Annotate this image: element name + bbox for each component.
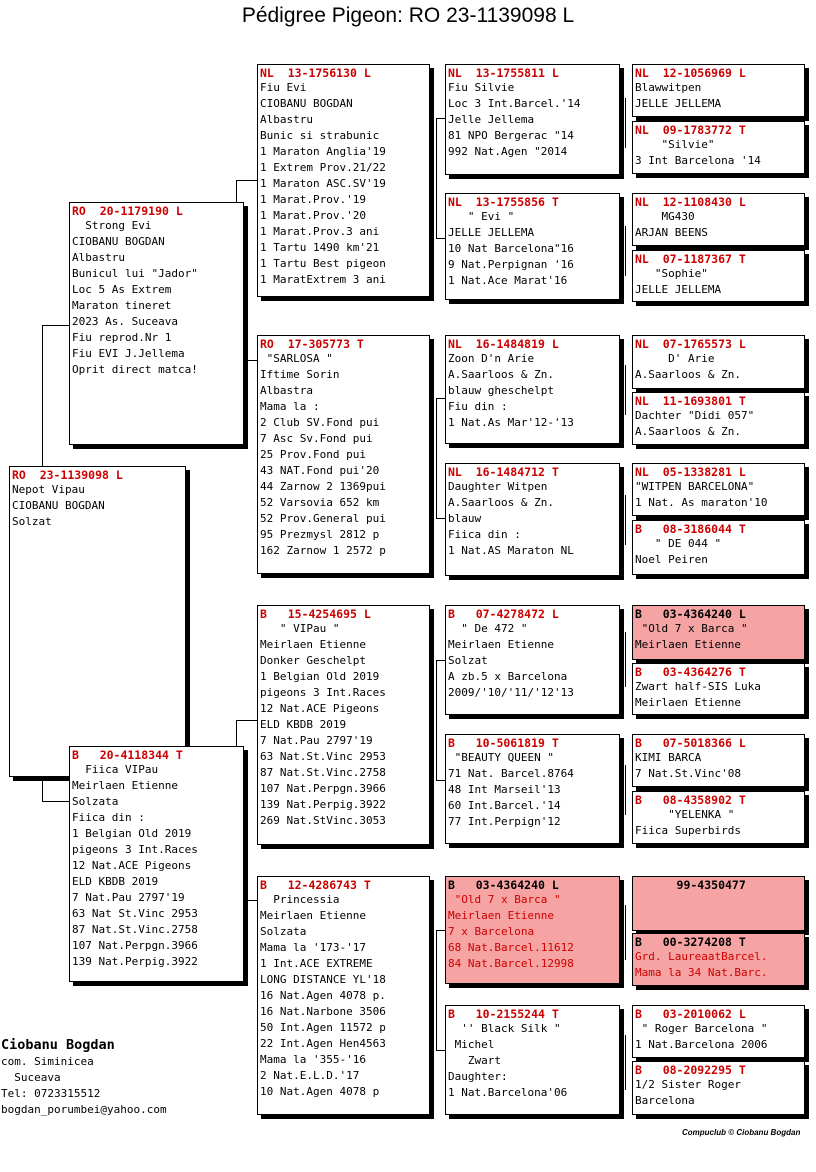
g5-card-14[interactable] — [632, 933, 805, 986]
g5-card-15[interactable] — [632, 1005, 805, 1058]
card-line: 1 Nat. As maraton'10 — [635, 496, 768, 509]
card-line: ELD KBDB 2019 — [260, 718, 347, 731]
dss-card[interactable] — [445, 605, 620, 715]
owner-address: com. Siminicea — [1, 1055, 94, 1068]
card-line: Michel — [448, 1038, 495, 1051]
card-line: Princessia — [260, 893, 340, 906]
card-line: Meirlaen Etienne — [72, 779, 178, 792]
owner-email[interactable]: bogdan_porumbei@yahoo.com — [1, 1103, 167, 1116]
card-line: 16 Nat.Narbone 3506 — [260, 1005, 386, 1018]
card-line: A.Saarloos & Zn. — [448, 496, 554, 509]
card-line: Meirlaen Etienne — [260, 909, 366, 922]
card-line: Fiu EVI J.Jellema — [72, 347, 185, 360]
card-line: 43 NAT.Fond pui'20 — [260, 464, 380, 477]
card-line: Noel Peiren — [635, 553, 708, 566]
ring-number: NL 13-1755811 L — [448, 66, 559, 80]
card-line: Zwart — [448, 1054, 501, 1067]
card-line: JELLE JELLEMA — [635, 283, 722, 296]
card-line: Zoon D'n Arie — [448, 352, 535, 365]
card-line: "WITPEN BARCELONA" — [635, 480, 755, 493]
card-line: 50 Int.Agen 11572 p — [260, 1021, 386, 1034]
card-line: Daughter: — [448, 1070, 508, 1083]
card-line: Jelle Jellema — [448, 113, 535, 126]
card-line: 1 Tartu 1490 km'21 — [260, 241, 380, 254]
card-line: ELD KBDB 2019 — [72, 875, 159, 888]
card-line: Meirlaen Etienne — [448, 909, 554, 922]
card-line: "BEAUTY QUEEN " — [448, 751, 554, 764]
g5-card-8[interactable] — [632, 520, 805, 575]
card-line: Solzata — [260, 925, 307, 938]
card-line: 12 Nat.ACE Pigeons — [72, 859, 192, 872]
card-line: Fiica din : — [72, 811, 145, 824]
g5-card-16[interactable] — [632, 1061, 805, 1115]
card-line: 1 Nat.As Mar'12-'13 — [448, 416, 574, 429]
card-line: Albastru — [260, 113, 313, 126]
card-line: pigeons 3 Int.Races — [72, 843, 198, 856]
card-line: 16 Nat.Agen 4078 p. — [260, 989, 386, 1002]
connector-line — [436, 118, 437, 238]
card-line: 107 Nat.Perpgn.3966 — [72, 939, 198, 952]
card-line: 269 Nat.StVinc.3053 — [260, 814, 386, 827]
card-line: 139 Nat.Perpig.3922 — [260, 798, 386, 811]
card-line: Oprit direct matca! — [72, 363, 198, 376]
dam-sire-card[interactable] — [257, 605, 430, 845]
connector-line — [236, 720, 258, 721]
card-line: Iftime Sorin — [260, 368, 340, 381]
connector-line — [436, 398, 437, 518]
card-line: Bunic si strabunic — [260, 129, 380, 142]
card-line: 1 Maraton ASC.SV'19 — [260, 177, 386, 190]
ring-number: B 20-4118344 T — [72, 748, 183, 762]
card-line: 7 Nat.Pau 2797'19 — [260, 734, 373, 747]
card-line: JELLE JELLEMA — [448, 226, 535, 239]
card-line: 139 Nat.Perpig.3922 — [72, 955, 198, 968]
dam-dam-card[interactable] — [257, 876, 430, 1115]
card-line: Loc 3 Int.Barcel.'14 — [448, 97, 581, 110]
ring-number: NL 12-1108430 L — [635, 195, 746, 209]
dam-card[interactable] — [69, 746, 244, 982]
card-line: " De 472 " — [448, 622, 528, 635]
card-line: 25 Prov.Fond pui — [260, 448, 366, 461]
card-line: 68 Nat.Barcel.11612 — [448, 941, 574, 954]
card-line: '' Black Silk " — [448, 1022, 561, 1035]
card-line: 2 Club SV.Fond pui — [260, 416, 380, 429]
card-line: 44 Zarnow 2 1369pui — [260, 480, 386, 493]
g5-card-3[interactable] — [632, 193, 805, 246]
card-line: 1 Tartu Best pigeon — [260, 257, 386, 270]
card-line: Solzata — [72, 795, 119, 808]
g5-card-1[interactable] — [632, 64, 805, 117]
g5-card-9[interactable] — [632, 605, 805, 660]
card-line: Fiu reprod.Nr 1 — [72, 331, 172, 344]
card-line: 3 Int Barcelona '14 — [635, 154, 761, 167]
card-line: CIOBANU BOGDAN — [260, 97, 353, 110]
ring-number: NL 07-1187367 T — [635, 252, 746, 266]
card-line: 1 Marat.Prov.3 ani — [260, 225, 380, 238]
card-line: 1/2 Sister Roger — [635, 1078, 741, 1091]
card-line: CIOBANU BOGDAN — [72, 235, 165, 248]
card-line: A.Saarloos & Zn. — [635, 425, 741, 438]
card-line: 1 Nat.AS Maraton NL — [448, 544, 574, 557]
connector-line — [625, 226, 626, 276]
g5-card-4[interactable] — [632, 250, 805, 302]
sds-card[interactable] — [445, 335, 620, 444]
card-line: 95 Prezmysl 2812 p — [260, 528, 380, 541]
ring-number: B 08-4358902 T — [635, 793, 746, 807]
card-line: Fiica din : — [448, 528, 521, 541]
connector-line — [436, 238, 445, 239]
card-line: Barcelona — [635, 1094, 695, 1107]
card-line: "SARLOSA " — [260, 352, 333, 365]
card-line: Daughter Witpen — [448, 480, 548, 493]
card-line: Donker Geschelpt — [260, 654, 366, 667]
card-line: 1 Belgian Old 2019 — [72, 827, 192, 840]
card-line: Meirlaen Etienne — [260, 638, 366, 651]
sire-dam-card[interactable] — [257, 335, 430, 574]
card-line: A.Saarloos & Zn. — [448, 368, 554, 381]
card-line: Blawwitpen — [635, 81, 702, 94]
g5-card-7[interactable] — [632, 463, 805, 516]
card-line: 63 Nat St.Vinc 2953 — [72, 907, 198, 920]
connector-line — [625, 632, 626, 687]
card-line: Meirlaen Etienne — [635, 638, 741, 651]
ring-number: NL 05-1338281 L — [635, 465, 746, 479]
card-line: LONG DISTANCE YL'18 — [260, 973, 386, 986]
connector-line — [625, 905, 626, 960]
card-line: "Old 7 x Barca " — [448, 893, 561, 906]
card-line: 1 Int.ACE EXTREME — [260, 957, 373, 970]
connector-line — [436, 1050, 445, 1051]
sdd-card[interactable] — [445, 463, 620, 576]
card-line: 1 MaratExtrem 3 ani — [260, 273, 386, 286]
card-line: blauw gheschelpt — [448, 384, 554, 397]
g5-card-10[interactable] — [632, 663, 805, 715]
owner-name: Ciobanu Bogdan — [1, 1037, 115, 1053]
card-line: 1 Nat.Barcelona'06 — [448, 1086, 568, 1099]
card-line: " Roger Barcelona " — [635, 1022, 768, 1035]
card-line: Fiica Superbirds — [635, 824, 741, 837]
card-line: "YELENKA " — [635, 808, 735, 821]
card-line: 52 Prov.General pui — [260, 512, 386, 525]
card-line: JELLE JELLEMA — [635, 97, 722, 110]
ring-number: B 08-2092295 T — [635, 1063, 746, 1077]
card-line: 10 Nat Barcelona"16 — [448, 242, 574, 255]
card-line: 992 Nat.Agen "2014 — [448, 145, 568, 158]
card-line: 12 Nat.ACE Pigeons — [260, 702, 380, 715]
card-line: Fiu Evi — [260, 81, 307, 94]
g5-card-12[interactable] — [632, 791, 805, 844]
card-line: 87 Nat.St.Vinc.2758 — [72, 923, 198, 936]
g5-card-5[interactable] — [632, 335, 805, 389]
card-line: Albastru — [72, 251, 125, 264]
card-line: 7 Nat.Pau 2797'19 — [72, 891, 185, 904]
card-line: Meirlaen Etienne — [635, 696, 741, 709]
card-line: " DE 044 " — [635, 537, 722, 550]
card-line: Fiica VIPau — [72, 763, 159, 776]
connector-line — [436, 660, 445, 661]
connector-line — [436, 780, 445, 781]
card-line: Mama la : — [260, 400, 320, 413]
card-line: blauw — [448, 512, 482, 525]
card-line: MG430 — [635, 210, 695, 223]
software-credit: Compuclub © Ciobanu Bogdan — [682, 1128, 801, 1137]
owner-info — [1, 1036, 167, 1118]
card-line: 1 Nat.Barcelona 2006 — [635, 1038, 768, 1051]
card-line: Mama la '355-'16 — [260, 1053, 366, 1066]
card-line: pigeons 3 Int.Races — [260, 686, 386, 699]
subject-pigeon-card[interactable] — [9, 466, 186, 777]
card-line: Solzat — [12, 515, 52, 528]
card-line: 107 Nat.Perpgn.3966 — [260, 782, 386, 795]
card-line: 7 x Barcelona — [448, 925, 535, 938]
ring-number: B 03-2010062 L — [635, 1007, 746, 1021]
card-line: Grd. LaureaatBarcel. — [635, 950, 768, 963]
card-line: Bunicul lui "Jador" — [72, 267, 198, 280]
card-line: Zwart half-SIS Luka — [635, 680, 761, 693]
g5-card-2[interactable] — [632, 121, 805, 174]
card-line: 1 Belgian Old 2019 — [260, 670, 380, 683]
ring-number: NL 07-1765573 L — [635, 337, 746, 351]
card-line: "Old 7 x Barca " — [635, 622, 748, 635]
ring-number: 99-4350477 — [635, 878, 746, 892]
connector-line — [436, 518, 445, 519]
ring-number: NL 09-1783772 T — [635, 123, 746, 137]
g5-card-6[interactable] — [632, 392, 805, 445]
connector-line — [436, 118, 445, 119]
connector-line — [625, 98, 626, 148]
g5-card-11[interactable] — [632, 734, 805, 787]
ring-number: B 08-3186044 T — [635, 522, 746, 536]
card-line: 1 Maraton Anglia'19 — [260, 145, 386, 158]
connector-line — [436, 930, 445, 931]
card-line: 48 Int Marseil'13 — [448, 783, 561, 796]
card-line: Maraton tineret — [72, 299, 172, 312]
card-line: "Sophie" — [635, 267, 708, 280]
sss-card[interactable] — [445, 64, 620, 175]
connector-line — [625, 365, 626, 415]
owner-phone: Tel: 0723315512 — [1, 1087, 101, 1100]
card-line: Loc 5 As Extrem — [72, 283, 172, 296]
card-line: 2 Nat.E.L.D.'17 — [260, 1069, 360, 1082]
card-line: Strong Evi — [72, 219, 152, 232]
card-line: 7 Asc Sv.Fond pui — [260, 432, 373, 445]
card-line: Albastra — [260, 384, 313, 397]
card-line: 2023 As. Suceava — [72, 315, 178, 328]
card-line: ARJAN BEENS — [635, 226, 708, 239]
connector-line — [625, 765, 626, 815]
ring-number: B 07-5018366 L — [635, 736, 746, 750]
ring-number: NL 12-1056969 L — [635, 66, 746, 80]
sire-card[interactable] — [69, 202, 244, 445]
card-line: " Evi " — [448, 210, 515, 223]
card-line: 1 Nat.Ace Marat'16 — [448, 274, 568, 287]
connector-line — [436, 660, 437, 780]
card-line: 84 Nat.Barcel.12998 — [448, 957, 574, 970]
card-line: 1 Extrem Prov.21/22 — [260, 161, 386, 174]
ring-number: B 03-4364240 L — [635, 607, 746, 621]
ssd-card[interactable] — [445, 193, 620, 300]
card-line: 87 Nat.St.Vinc.2758 — [260, 766, 386, 779]
card-line: Dachter "Didi 057" — [635, 409, 755, 422]
ring-number: NL 11-1693801 T — [635, 394, 746, 408]
card-line: 77 Int.Perpign'12 — [448, 815, 561, 828]
card-line: 52 Varsovia 652 km — [260, 496, 380, 509]
ring-number: B 12-4286743 T — [260, 878, 371, 892]
connector-line — [42, 325, 43, 470]
page-title: Pédigree Pigeon: RO 23-1139098 L — [241, 4, 575, 27]
card-line: A.Saarloos & Zn. — [635, 368, 741, 381]
ring-number: RO 23-1139098 L — [12, 468, 123, 482]
card-line: 162 Zarnow 1 2572 p — [260, 544, 386, 557]
card-line: 1 Marat.Prov.'19 — [260, 193, 366, 206]
connector-line — [625, 495, 626, 545]
connector-line — [436, 398, 445, 399]
card-line: 22 Int.Agen Hen4563 — [260, 1037, 386, 1050]
ring-number: B 15-4254695 L — [260, 607, 371, 621]
card-line: Mama la 34 Nat.Barc. — [635, 966, 768, 979]
card-line: A zb.5 x Barcelona — [448, 670, 568, 683]
card-line: 9 Nat.Perpignan '16 — [448, 258, 574, 271]
card-line: Fiu din : — [448, 400, 508, 413]
dsd-card[interactable] — [445, 734, 620, 844]
card-line: "Silvie" — [635, 138, 715, 151]
ring-number: NL 13-1756130 L — [260, 66, 371, 80]
connector-line — [42, 801, 70, 802]
connector-line — [42, 325, 70, 326]
card-line: Solzat — [448, 654, 488, 667]
card-line: 60 Int.Barcel.'14 — [448, 799, 561, 812]
card-line: Meirlaen Etienne — [448, 638, 554, 651]
card-line: KIMI BARCA — [635, 751, 702, 764]
g5-card-13[interactable] — [632, 876, 805, 931]
owner-city: Suceava — [1, 1071, 61, 1084]
card-line: Mama la '173-'17 — [260, 941, 366, 954]
ring-number: NL 16-1484819 L — [448, 337, 559, 351]
connector-line — [625, 1035, 626, 1090]
card-line: 1 Marat.Prov.'20 — [260, 209, 366, 222]
card-line: Fiu Silvie — [448, 81, 515, 94]
card-line: Nepot Vipau — [12, 483, 85, 496]
ring-number: B 10-2155244 T — [448, 1007, 559, 1021]
card-line: D' Arie — [635, 352, 715, 365]
card-line: CIOBANU BOGDAN — [12, 499, 105, 512]
dds-card[interactable] — [445, 876, 620, 984]
ring-number: B 03-4364276 T — [635, 665, 746, 679]
connector-line — [236, 180, 258, 181]
ring-number: RO 17-305773 T — [260, 337, 364, 351]
card-line: 7 Nat.St.Vinc'08 — [635, 767, 741, 780]
connector-line — [436, 930, 437, 1050]
ddd-card[interactable] — [445, 1005, 620, 1115]
ring-number: B 00-3274208 T — [635, 935, 746, 949]
card-line: " VIPau " — [260, 622, 340, 635]
card-line: 81 NPO Bergerac "14 — [448, 129, 574, 142]
ring-number: NL 13-1755856 T — [448, 195, 559, 209]
card-line: 10 Nat.Agen 4078 p — [260, 1085, 380, 1098]
sire-sire-card[interactable] — [257, 64, 430, 297]
card-line: 63 Nat.St.Vinc 2953 — [260, 750, 386, 763]
card-line: 71 Nat. Barcel.8764 — [448, 767, 574, 780]
ring-number: RO 20-1179190 L — [72, 204, 183, 218]
ring-number: B 10-5061819 T — [448, 736, 559, 750]
ring-number: NL 16-1484712 T — [448, 465, 559, 479]
ring-number: B 07-4278472 L — [448, 607, 559, 621]
ring-number: B 03-4364240 L — [448, 878, 559, 892]
card-line: 2009/'10/'11/'12'13 — [448, 686, 574, 699]
